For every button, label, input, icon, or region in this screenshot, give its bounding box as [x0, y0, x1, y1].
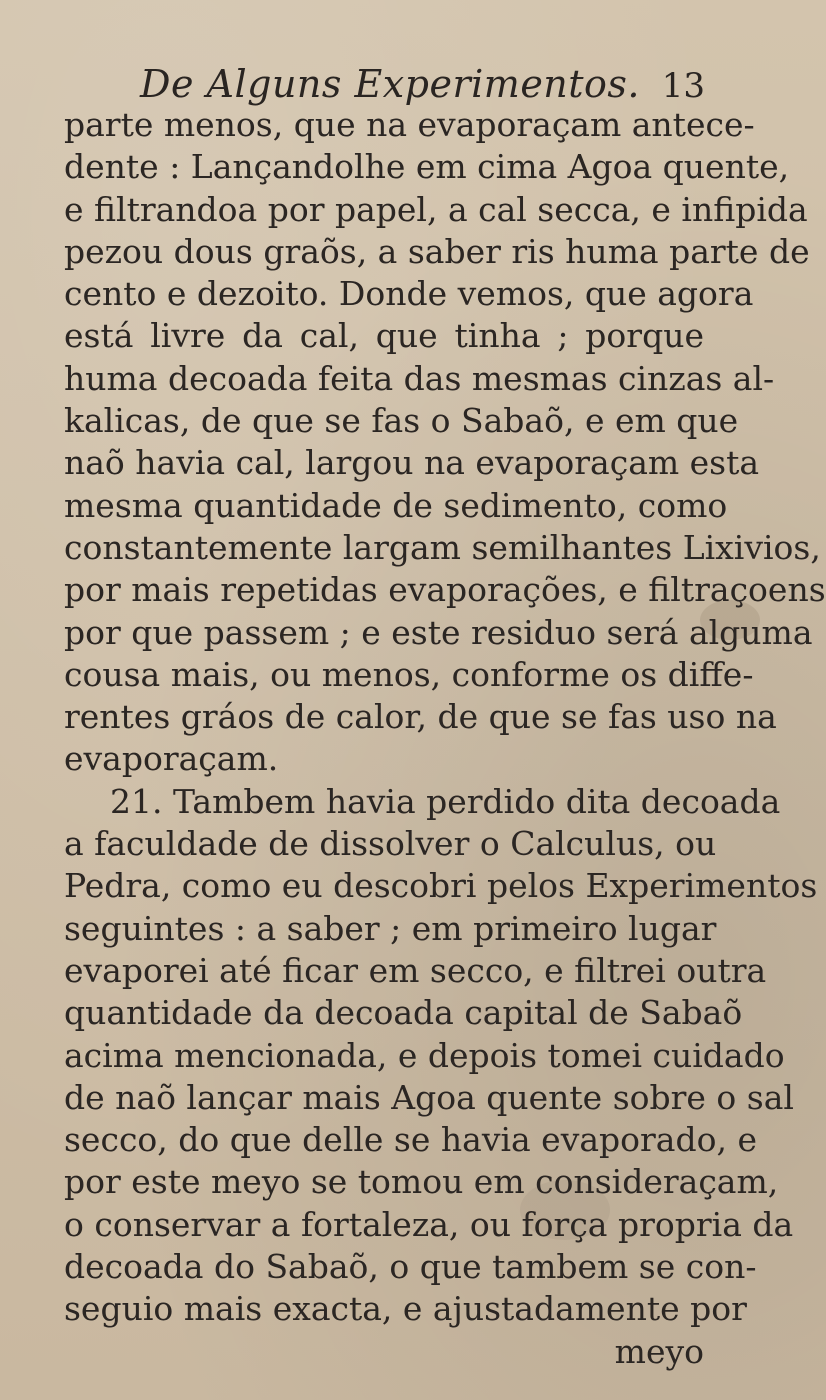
text-line: constantemente largam semilhantes Lixivios,: [64, 527, 821, 567]
text-line: está livre da cal, que tinha ; porque: [64, 316, 704, 356]
paragraph-end-line: evaporaçam.: [64, 739, 279, 779]
text-line: e filtrandoa por papel, a cal secca, e infipida: [64, 189, 808, 229]
paragraph-start-line: 21. Tambem havia perdido dita decoada: [110, 781, 781, 821]
text-line: por este meyo se tomou em consideraçam,: [64, 1162, 779, 1202]
text-line: parte menos, que na evaporaçam antece-: [64, 105, 755, 144]
text-line: cento e dezoito. Donde vemos, que agora: [64, 274, 754, 314]
page-number: 13: [661, 66, 705, 106]
text-line: de naõ lançar mais Agoa quente sobre o sal: [64, 1077, 794, 1117]
text-line: quantidade da decoada capital de Sabaõ: [64, 993, 743, 1033]
text-line: a faculdade de dissolver o Calculus, ou: [64, 824, 717, 864]
text-line: pezou dous graõs, a saber ris huma parte de: [64, 231, 810, 271]
text-line: o conservar a fortaleza, ou força propria da: [64, 1204, 794, 1244]
text-line: por mais repetidas evaporações, e filtraçoens: [64, 570, 826, 610]
text-line: naõ havia cal, largou na evaporaçam esta: [64, 443, 760, 483]
text-line: por que passem ; e este residuo será alguma: [64, 612, 813, 652]
text-line: cousa mais, ou menos, conforme os diffe-: [64, 654, 754, 694]
text-line: seguio mais exacta, e ajustadamente por: [64, 1289, 747, 1329]
body-text: [64, 104, 826, 1373]
text-line: huma decoada feita das mesmas cinzas al-: [64, 358, 775, 398]
text-line: acima mencionada, e depois tomei cuidado: [64, 1035, 785, 1075]
text-line: evaporei até ficar em secco, e filtrei outra: [64, 950, 767, 990]
text-line: Pedra, como eu descobri pelos Experimentos: [64, 866, 818, 906]
catchword: meyo: [614, 1331, 704, 1371]
text-line: secco, do que delle se havia evaporado, e: [64, 1120, 757, 1160]
text-line: decoada do Sabaõ, o que tambem se con-: [64, 1247, 757, 1287]
running-title: De Alguns Experimentos.: [140, 62, 641, 106]
text-line: mesma quantidade de sedimento, como: [64, 485, 728, 525]
text-line: kalicas, de que se fas o Sabaõ, e em que: [64, 401, 739, 441]
text-line: rentes gráos de calor, de que se fas uso na: [64, 697, 777, 737]
text-line: dente : Lançandolhe em cima Agoa quente,: [64, 147, 790, 187]
text-line: seguintes : a saber ; em primeiro lugar: [64, 908, 717, 948]
